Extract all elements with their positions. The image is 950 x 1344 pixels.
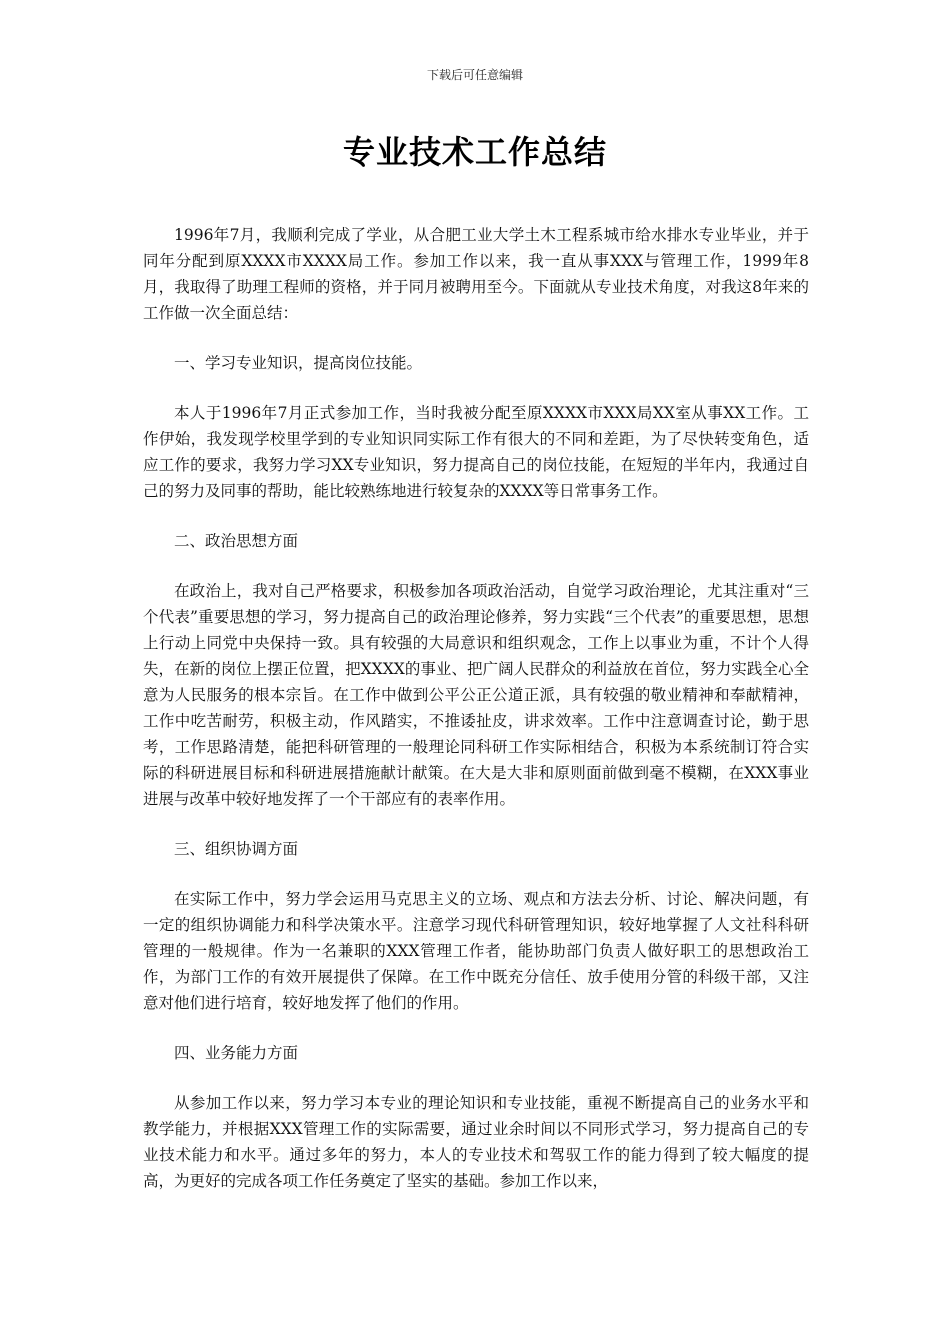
coordination-paragraph: 在实际工作中，努力学会运用马克思主义的立场、观点和方法去分析、讨论、解决问题，有一定的组织协调能力和科学决策水平。注意学习现代科研管理知识，较好地掌握了人文社科科研管理的一般规律。作为一名兼职的XXX管理工作者，能协助部门负责人做好职工的思想政治工作，为部门工作的有效开展提供了保障。在工作中既充分信任、放手使用分管的科级干部，又注意对他们进行培育，较好地发挥了他们的作用。 — [143, 890, 809, 1012]
intro-paragraph: 1996年7月，我顺利完成了学业，从合肥工业大学土木工程系城市给水排水专业毕业，并于同年分配到原XXXX市XXXX局工作。参加工作以来，我一直从事XXX与管理工作，1999年8月，我取得了助理工程师的资格，并于同月被聘用至今。下面就从专业技术角度，对我这8年来的工作做一次全面总结： — [143, 226, 809, 322]
politics-paragraph: 在政治上，我对自己严格要求，积极参加各项政治活动，自觉学习政治理论，尤其注重对“三个代表”重要思想的学习，努力提高自己的政治理论修养，努力实践“三个代表”的重要思想，思想上行动上同党中央保持一致。具有较强的大局意识和组织观念，工作上以事业为重，不计个人得失，在新的岗位上摆正位置，把XXXX的事业、把广阔人民群众的利益放在首位，努力实践全心全意为人民服务的根本宗旨。在工作中做到公平公正公道正派，具有较强的敬业精神和奉献精神，工作中吃苦耐劳，积极主动，作风踏实，不推诿扯皮，讲求效率。工作中注意调查讨论，勤于思考，工作思路清楚，能把科研管理的一般理论同科研工作实际相结合，积极为本系统制订符合实际的科研进展目标和科研进展措施献计献策。在大是大非和原则面前做到毫不模糊，在XXX事业进展与改革中较好地发挥了一个干部应有的表率作用。 — [143, 582, 809, 808]
section-heading-ability: 四、业务能力方面 — [174, 1044, 299, 1062]
study-paragraph: 本人于1996年7月正式参加工作，当时我被分配至原XXXX市XXX局XX室从事XX工作。工作伊始，我发现学校里学到的专业知识同实际工作有很大的不同和差距，为了尽快转变角色，适应工作的要求，我努力学习XX专业知识，努力提高自己的岗位技能，在短短的半年内，我通过自己的努力及同事的帮助，能比较熟练地进行较复杂的XXXX等日常事务工作。 — [143, 404, 809, 500]
section-heading-politics: 二、政治思想方面 — [174, 532, 299, 550]
header-note: 下载后可任意编辑 — [426, 68, 523, 82]
document-title: 专业技术工作总结 — [342, 133, 607, 171]
ability-paragraph: 从参加工作以来，努力学习本专业的理论知识和专业技能，重视不断提高自己的业务水平和教学能力，并根据XXX管理工作的实际需要，通过业余时间以不同形式学习，努力提高自己的专业技术能力和水平。通过多年的努力，本人的专业技术和驾驭工作的能力得到了较大幅度的提高，为更好的完成各项工作任务奠定了坚实的基础。参加工作以来， — [143, 1094, 809, 1190]
section-heading-study: 一、学习专业知识，提高岗位技能。 — [174, 354, 423, 372]
document-body — [143, 222, 809, 1218]
section-heading-coordination: 三、组织协调方面 — [174, 840, 299, 858]
